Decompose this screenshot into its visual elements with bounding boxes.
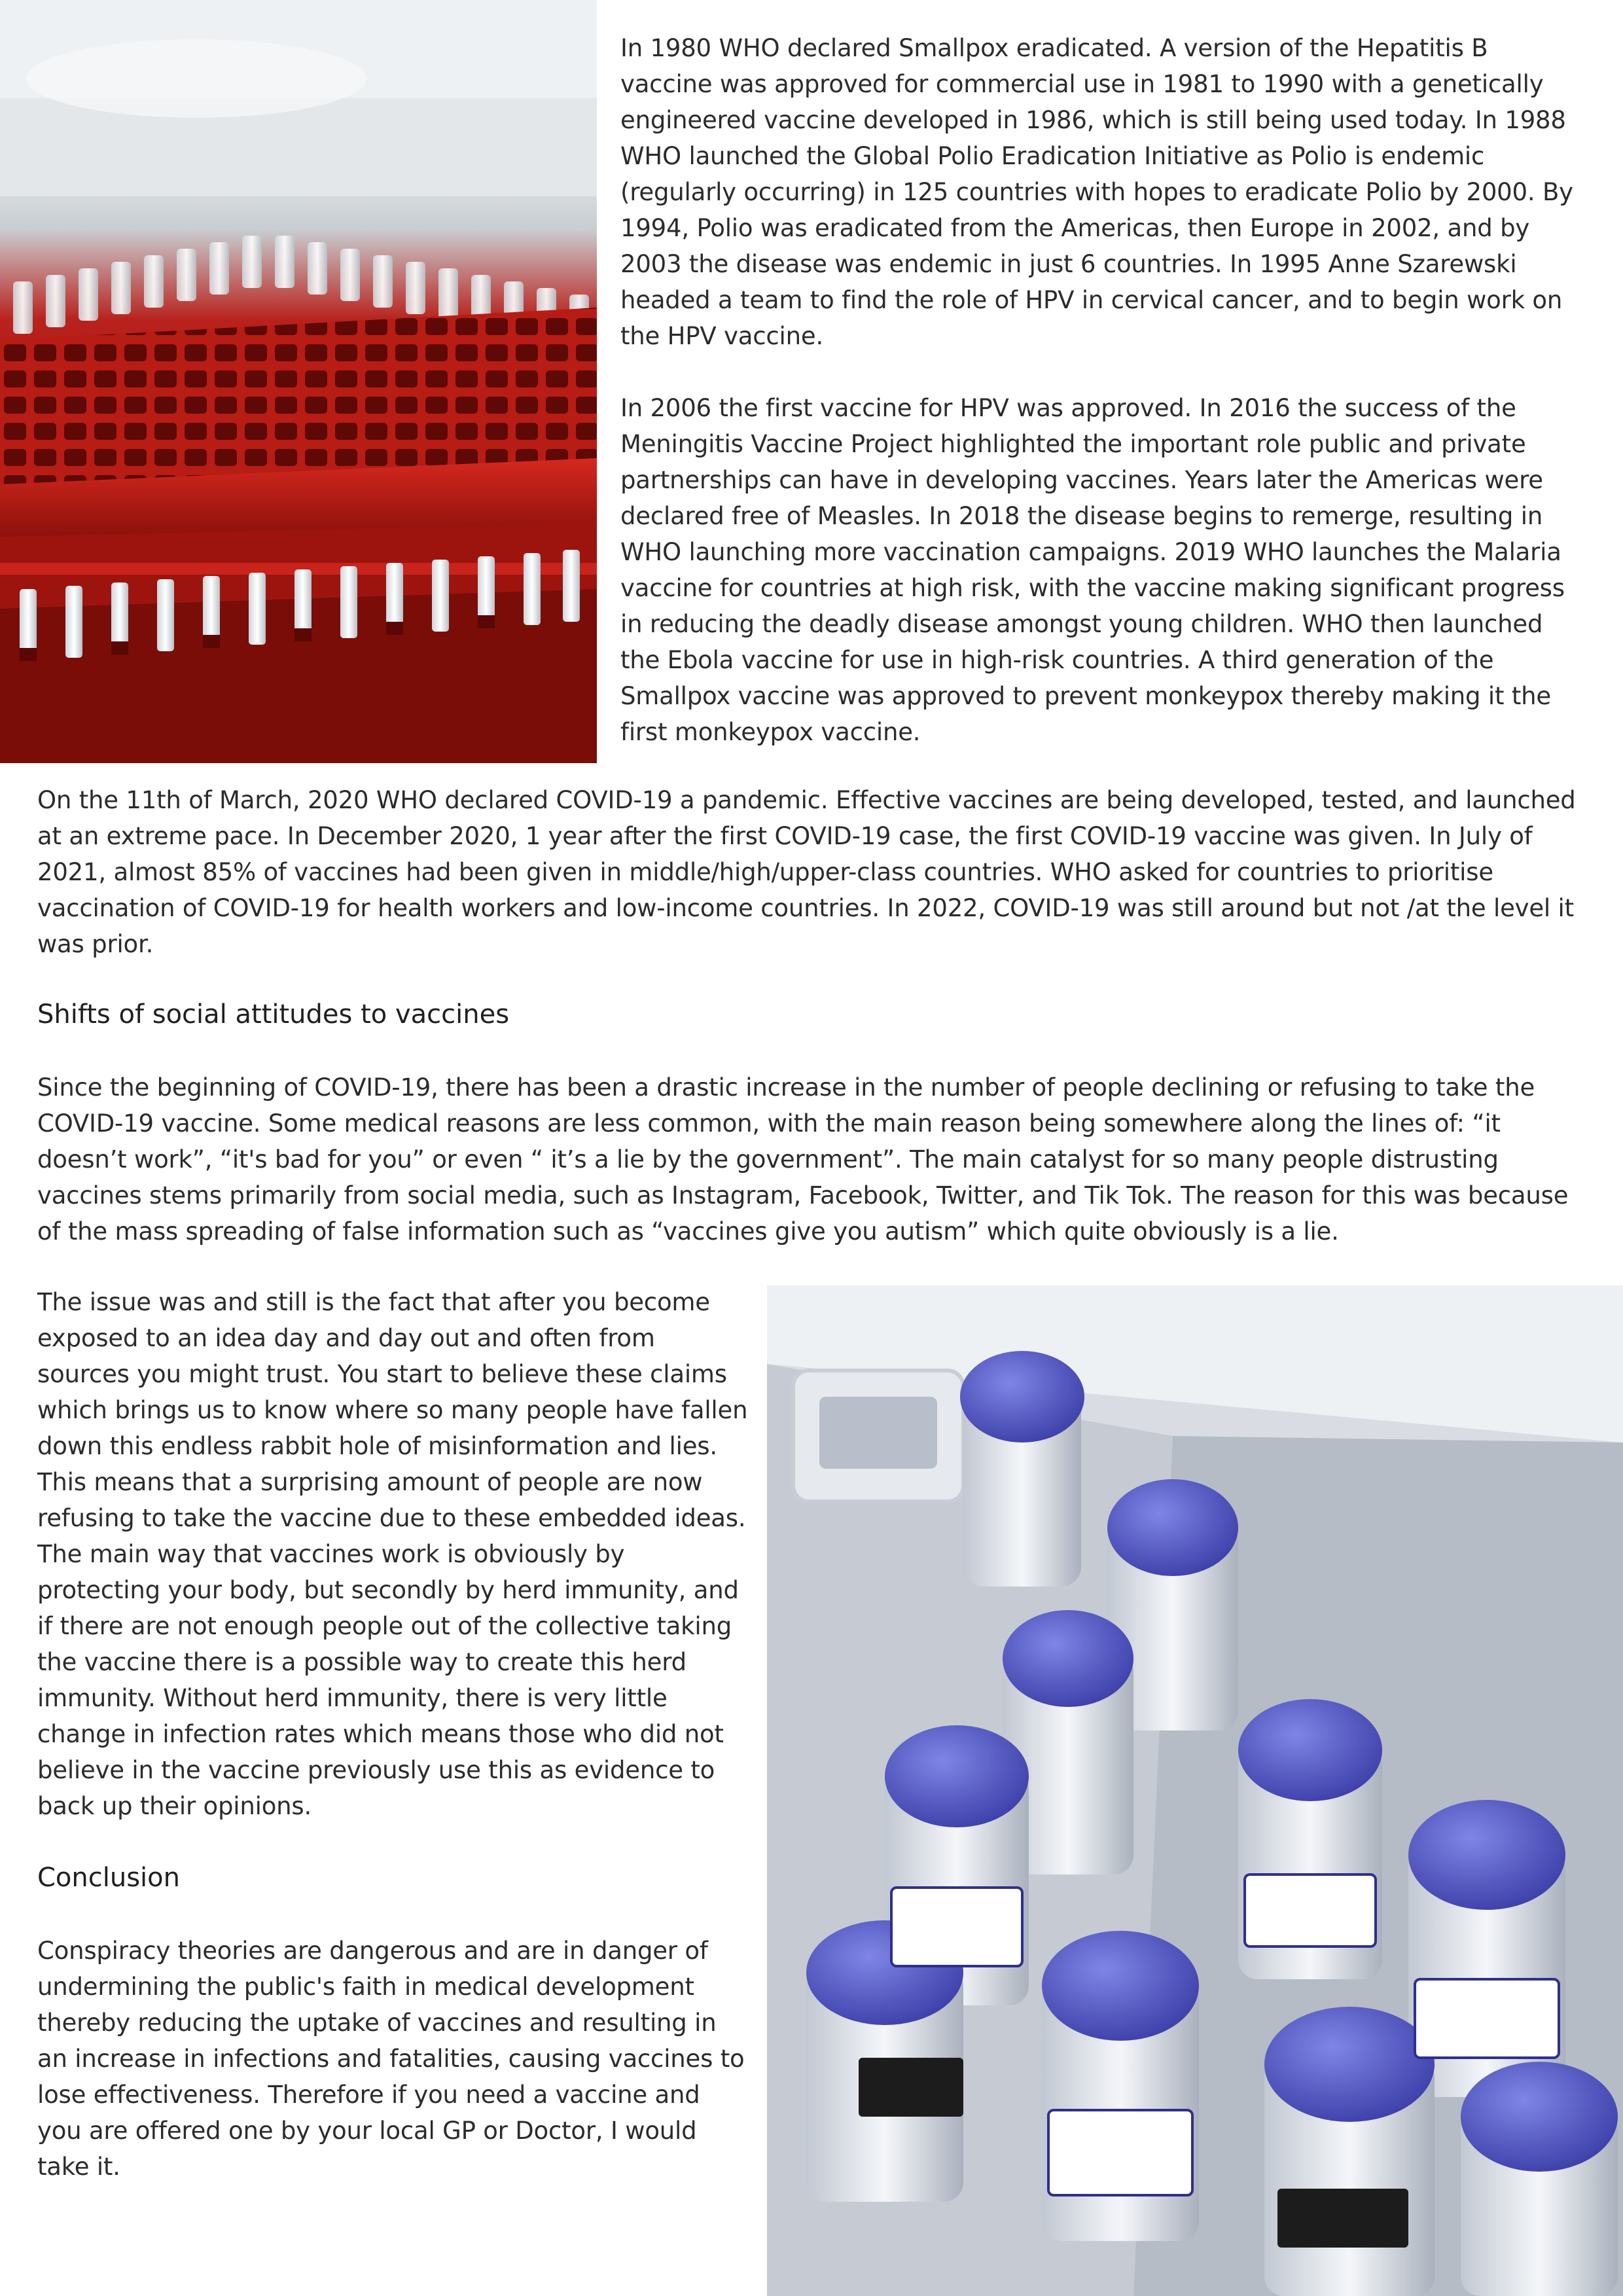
section-heading-social-attitudes: Shifts of social attitudes to vaccines xyxy=(37,999,510,1030)
conclusion-paragraph: Conspiracy theories are dangerous and are in danger of undermining the public's faith in medical development thereby reducing the uptake of vaccines and resulting in an increase in infections and fatalities, causing vaccines to lose effectiveness. Therefore if you need a vaccine and you are offered one by your local GP or Doctor, I would take it. xyxy=(37,1937,745,2181)
red-tube-racks-photo xyxy=(0,0,597,763)
misinformation-paragraph: The issue was and still is the fact that after you become exposed to an idea day and day out and often from sources you might trust. You start to believe these claims which brings us to know where so many people have fallen down this endless rabbit hole of misinformation and lies. This means that a surprising amount of people are now refusing to take the vaccine due to these embedded ideas. The main way that vaccines work is obviously by protecting your body, but secondly by herd immunity, and if there are not enough people out of the collective taking the vaccine there is a possible way to create this herd immunity. Without herd immunity, there is very little change in infection rates which means those who did not believe in the vaccine previously use this as evidence to back up their opinions. xyxy=(37,1288,748,1820)
vaccine-vials-photo xyxy=(767,1285,1623,2296)
covid-paragraph: On the 11th of March, 2020 WHO declared COVID-19 a pandemic. Effective vaccines are being developed, tested, and launched at an extreme pace. In December 2020, 1 year after the first COVID-19 case, the first COVID-19 vaccine was given. In July of 2021, almost 85% of vaccines had been given in middle/high/upper-class countries. WHO asked for countries to prioritise vaccination of COVID-19 for health workers and low-income countries. In 2022, COVID-19 was still around but not /at the level it was prior. xyxy=(37,786,1576,958)
section-heading-conclusion: Conclusion xyxy=(37,1863,180,1893)
history-paragraph-1: In 1980 WHO declared Smallpox eradicated. A version of the Hepatitis B vaccine was approved for commercial use in 1981 to 1990 with a genetically engineered vaccine developed in 1986, which is still being used today. In 1988 WHO launched the Global Polio Eradication Initiative as Polio is endemic (regularly occurring) in 125 countries with hopes to eradicate Polio by 2000. By 1994, Polio was eradicated from the Americas, then Europe in 2002, and by 2003 the disease was endemic in just 6 countries. In 1995 Anne Szarewski headed a team to find the role of HPV in cervical cancer, and to begin work on the HPV vaccine. xyxy=(620,34,1573,350)
history-paragraph-2: In 2006 the first vaccine for HPV was approved. In 2016 the success of the Meningitis Vaccine Project highlighted the important role public and private partnerships can have in developing vaccines. Years later the Americas were declared free of Measles. In 2018 the disease begins to remerge, resulting in WHO launching more vaccination campaigns. 2019 WHO launches the Malaria vaccine for countries at high risk, with the vaccine making significant progress in reducing the deadly disease amongst young children. WHO then launched the Ebola vaccine for use in high-risk countries. A third generation of the Smallpox vaccine was approved to prevent monkeypox thereby making it the first monkeypox vaccine. xyxy=(620,394,1565,746)
social-attitudes-paragraph: Since the beginning of COVID-19, there has been a drastic increase in the number of people declining or refusing to take the COVID-19 vaccine. Some medical reasons are less common, with the main reason being somewhere along the lines of: “it doesn’t work”, “it's bad for you” or even “ it’s a lie by the government”. The main catalyst for so many people distrusting vaccines stems primarily from social media, such as Instagram, Facebook, Twitter, and Tik Tok. The reason for this was because of the mass spreading of false information such as “vaccines give you autism” which quite obviously is a lie. xyxy=(37,1073,1569,1246)
